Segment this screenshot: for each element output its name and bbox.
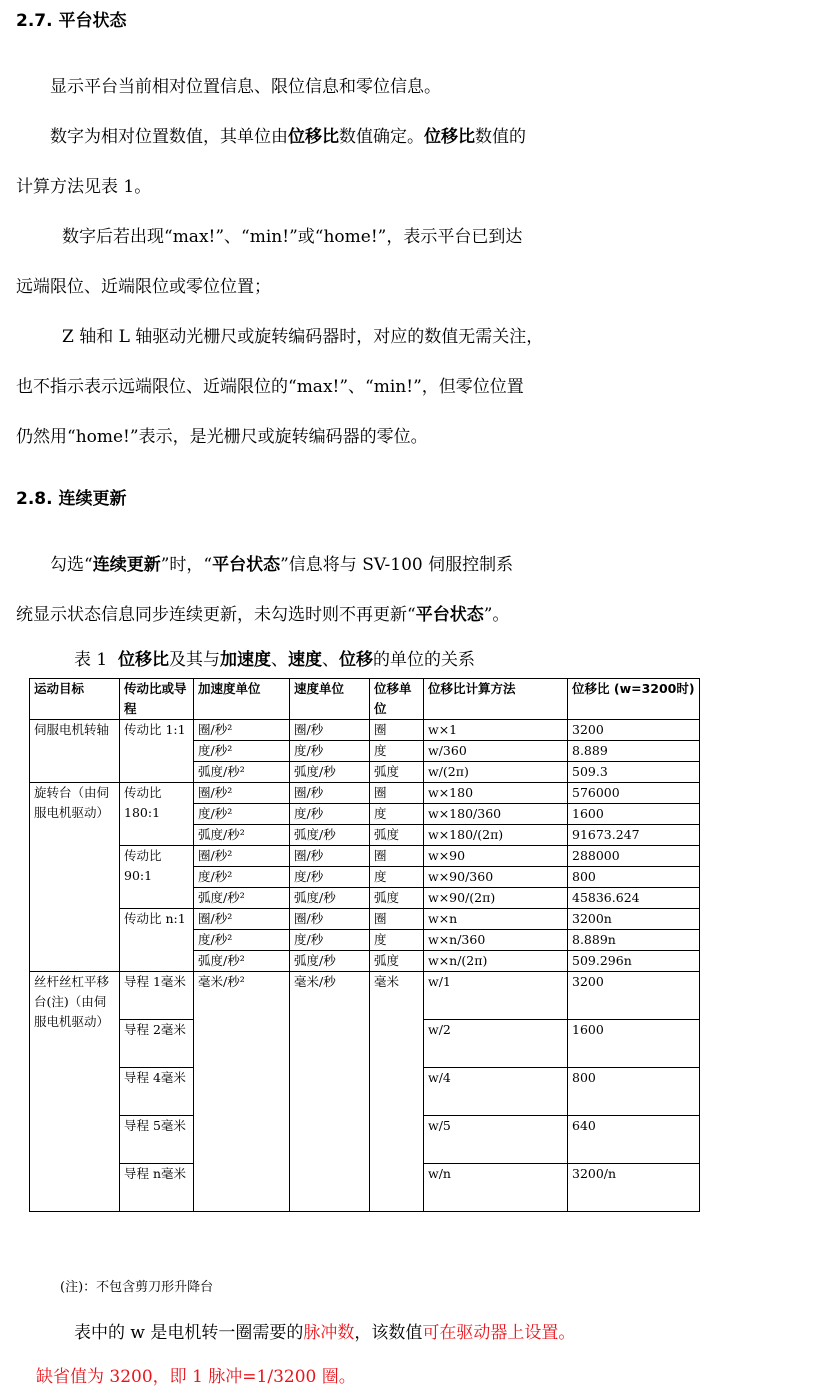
table-cell: 弧度	[370, 888, 424, 909]
table-cell: 弧度/秒	[290, 951, 370, 972]
table-cell: 圈	[370, 846, 424, 867]
table-cell: 3200	[568, 972, 700, 1020]
table-header: 加速度单位	[194, 679, 290, 720]
table-cell: w/2	[424, 1020, 568, 1068]
table-header: 位移单位	[370, 679, 424, 720]
table-header: 传动比或导程	[120, 679, 194, 720]
table-cell: 圈/秒	[290, 720, 370, 741]
table-cell: w/1	[424, 972, 568, 1020]
table-cell: 圈/秒²	[194, 783, 290, 804]
table-cell: w×n/(2π)	[424, 951, 568, 972]
table-cell: 弧度/秒	[290, 762, 370, 783]
table-cell: 91673.247	[568, 825, 700, 846]
table-cell: 圈	[370, 909, 424, 930]
table-row	[30, 783, 700, 804]
table-cell: w×90/360	[424, 867, 568, 888]
table-cell: 弧度/秒²	[194, 825, 290, 846]
table-caption: 表 1 位移比及其与加速度、速度、位移的单位的关系	[74, 650, 476, 670]
table-cell: 导程 2毫米	[120, 1020, 194, 1068]
table-cell: 导程 4毫米	[120, 1068, 194, 1116]
table-cell: 度/秒	[290, 804, 370, 825]
table-row	[30, 720, 700, 741]
table-cell: 3200/n	[568, 1164, 700, 1212]
table-cell: 导程 5毫米	[120, 1116, 194, 1164]
table-cell: 度/秒²	[194, 741, 290, 762]
table-cell: 弧度/秒	[290, 888, 370, 909]
table-cell: 弧度	[370, 951, 424, 972]
table-body	[30, 720, 700, 1212]
paragraph: 计算方法见表 1。	[16, 177, 152, 197]
table-cell: 传动比 1:1	[120, 720, 194, 783]
table-cell: w×180/360	[424, 804, 568, 825]
table-cell: 弧度/秒²	[194, 951, 290, 972]
table-cell: 3200	[568, 720, 700, 741]
table-cell: 8.889n	[568, 930, 700, 951]
section-heading-continuous-update: 2.8. 连续更新	[16, 489, 127, 509]
table-cell: 圈	[370, 783, 424, 804]
table-header: 位移比计算方法	[424, 679, 568, 720]
paragraph: 勾选“连续更新”时，“平台状态”信息将与 SV-100 伺服控制系	[50, 555, 514, 575]
table-cell: 圈	[370, 720, 424, 741]
table-cell: 弧度	[370, 825, 424, 846]
table-cell: 弧度/秒²	[194, 762, 290, 783]
table-cell: 1600	[568, 804, 700, 825]
table-cell: 圈/秒	[290, 846, 370, 867]
paragraph: 数字为相对位置数值，其单位由位移比数值确定。位移比数值的	[50, 127, 526, 147]
table-cell: w×90	[424, 846, 568, 867]
paragraph: 表中的 w 是电机转一圈需要的脉冲数，该数值可在驱动器上设置。	[74, 1323, 576, 1343]
table-cell: w/360	[424, 741, 568, 762]
table-row	[30, 972, 700, 1020]
table-cell: 800	[568, 1068, 700, 1116]
table-header-row	[30, 679, 700, 720]
table-cell: w/4	[424, 1068, 568, 1116]
table-cell: 弧度/秒²	[194, 888, 290, 909]
table-cell: 度/秒²	[194, 930, 290, 951]
table-cell: w/5	[424, 1116, 568, 1164]
paragraph: 显示平台当前相对位置信息、限位信息和零位信息。	[50, 77, 441, 97]
paragraph: 数字后若出现“max!”、“min!”或“home!”，表示平台已到达	[62, 227, 523, 247]
table-cell: 圈/秒²	[194, 909, 290, 930]
table-cell: 1600	[568, 1020, 700, 1068]
table-cell: 毫米/秒	[290, 972, 370, 1212]
table-cell: w/(2π)	[424, 762, 568, 783]
table-cell: 传动比 n:1	[120, 909, 194, 972]
table-cell: 度/秒	[290, 741, 370, 762]
table-cell: 弧度	[370, 762, 424, 783]
table-row	[30, 909, 700, 930]
table-header: 运动目标	[30, 679, 120, 720]
table-row	[30, 846, 700, 867]
table-note: (注)：不包含剪刀形升降台	[60, 1280, 214, 1295]
table-cell: w×90/(2π)	[424, 888, 568, 909]
table-cell: 800	[568, 867, 700, 888]
table-cell: 度/秒²	[194, 804, 290, 825]
paragraph: 远端限位、近端限位或零位位置；	[16, 277, 271, 297]
table-cell: 45836.624	[568, 888, 700, 909]
table-cell: 576000	[568, 783, 700, 804]
section-heading-platform-status: 2.7. 平台状态	[16, 11, 127, 31]
table-cell: 3200n	[568, 909, 700, 930]
table-cell: 度	[370, 930, 424, 951]
table-cell: 509.296n	[568, 951, 700, 972]
table-cell: 导程 1毫米	[120, 972, 194, 1020]
table-cell: 弧度/秒	[290, 825, 370, 846]
table-cell: 圈/秒²	[194, 720, 290, 741]
table-cell: 度	[370, 804, 424, 825]
table-cell: w×180/(2π)	[424, 825, 568, 846]
table-cell: w×1	[424, 720, 568, 741]
table-header: 位移比 (w=3200时)	[568, 679, 700, 720]
unit-ratio-table	[29, 678, 700, 1212]
table-cell: 度	[370, 867, 424, 888]
paragraph: 统显示状态信息同步连续更新，未勾选时则不再更新“平台状态”。	[16, 605, 510, 625]
paragraph: Z 轴和 L 轴驱动光栅尺或旋转编码器时，对应的数值无需关注，	[62, 327, 544, 347]
table-cell: 288000	[568, 846, 700, 867]
table-cell: 度/秒	[290, 930, 370, 951]
table-cell: 509.3	[568, 762, 700, 783]
paragraph: 缺省值为 3200，即 1 脉冲=1/3200 圈。	[36, 1367, 356, 1387]
table-header: 速度单位	[290, 679, 370, 720]
table-cell: 度/秒	[290, 867, 370, 888]
table-cell: 640	[568, 1116, 700, 1164]
table-cell: 毫米	[370, 972, 424, 1212]
table-cell: 旋转台（由伺服电机驱动）	[30, 783, 120, 972]
table-cell: 圈/秒	[290, 783, 370, 804]
table-cell: 伺服电机转轴	[30, 720, 120, 783]
table-cell: w×n/360	[424, 930, 568, 951]
table-cell: 圈/秒	[290, 909, 370, 930]
paragraph: 仍然用“home!”表示，是光栅尺或旋转编码器的零位。	[16, 427, 428, 447]
table-cell: w/n	[424, 1164, 568, 1212]
table-cell: 导程 n毫米	[120, 1164, 194, 1212]
table-cell: 度/秒²	[194, 867, 290, 888]
table-cell: 8.889	[568, 741, 700, 762]
table-cell: 毫米/秒²	[194, 972, 290, 1212]
table-cell: 度	[370, 741, 424, 762]
table-cell: w×180	[424, 783, 568, 804]
table-cell: 传动比 180:1	[120, 783, 194, 846]
table-cell: w×n	[424, 909, 568, 930]
table-cell: 传动比 90:1	[120, 846, 194, 909]
paragraph: 也不指示表示远端限位、近端限位的“max!”、“min!”，但零位位置	[16, 377, 524, 397]
table-cell: 丝杆丝杠平移台(注)（由伺服电机驱动）	[30, 972, 120, 1212]
table-cell: 圈/秒²	[194, 846, 290, 867]
